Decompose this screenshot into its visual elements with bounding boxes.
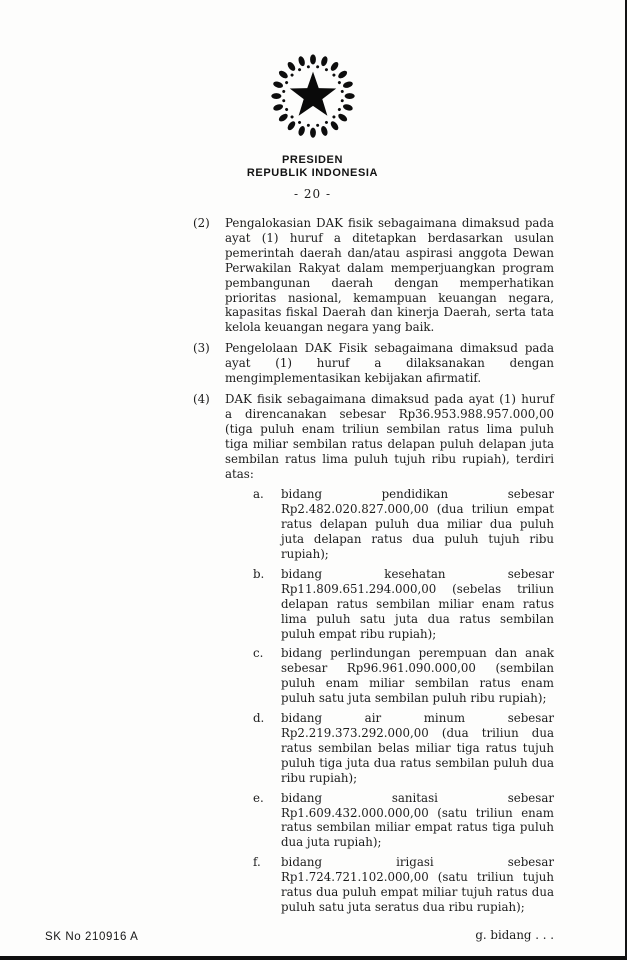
numbered-item-2 [193,216,554,335]
lettered-item-f [253,855,554,915]
next-page-catchword: g. bidang . . . [475,927,554,942]
page-number: - 20 - [293,187,331,201]
item-text: bidang air minum sebesar Rp2.219.373.292.000,00 (dua triliun dua ratus sembilan belas miliar tiga ratus tujuh puluh tiga juta dua ratus sembilan puluh dua ribu rupiah); [281,711,554,785]
item-letter: d. [253,711,265,726]
item-text: bidang kesehatan sebesar Rp11.809.651.294.000,00 (sebelas triliun delapan ratus sembilan miliar enam ratus lima puluh satu juta dua ratus sembilan puluh empat ribu rupiah); [281,566,554,641]
seal-container [0,0,625,144]
document-control-number: SK No 210916 A [45,931,139,943]
numbered-item-3 [193,341,554,386]
item-letter: a. [253,487,264,502]
item-letter: e. [253,790,264,805]
item-text: Pengelolaan DAK Fisik sebagaimana dimaksud pada ayat (1) huruf a dilaksanakan dengan mengimplementasikan kebijakan afirmatif. [225,341,554,386]
lettered-item-d [253,711,554,786]
item-text: DAK fisik sebagaimana dimaksud pada ayat (1) huruf a direncanakan sebesar Rp36.953.988.957.000,00 (tiga puluh enam triliun sembilan ratus lima puluh tiga miliar sembilan ratus delapan puluh delapan juta sembilan ratus lima puluh tujuh ribu rupiah), terdiri atas: [225,391,554,481]
item-letter: f. [253,855,261,870]
lettered-item-b [253,567,554,642]
lettered-item-e [253,791,554,851]
item-text: Pengalokasian DAK fisik sebagaimana dimaksud pada ayat (1) huruf a ditetapkan berdasarkan usulan pemerintah daerah dan/atau aspirasi anggota Dewan Perwakilan Rakyat dalam memperjuangkan program pembangunan daerah dengan memperhatikan prioritas nasional, kemampuan keuangan negara, kapasitas fiskal Daerah dan kinerja Daerah, serta tata kelola keuangan negara yang baik. [225,216,554,335]
letterhead-line-presiden: PRESIDEN [281,154,344,166]
item-letter: b. [253,566,265,581]
item-text: bidang pendidikan sebesar Rp2.482.020.827.000,00 (dua triliun empat ratus delapan puluh dua miliar dua puluh juta delapan ratus dua puluh tujuh ribu rupiah); [281,487,554,562]
lettered-sublist [253,487,554,914]
lettered-item-c [253,646,554,706]
item-number: (4) [193,391,210,406]
item-text: bidang irigasi sebesar Rp1.724.721.102.000,00 (satu triliun tujuh ratus dua puluh empat miliar tujuh ratus dua puluh satu juta seratus dua ribu rupiah); [281,855,554,914]
document-body [193,216,554,943]
lettered-item-a [253,487,554,562]
letterhead [0,154,625,180]
item-text: bidang sanitasi sebesar Rp1.609.432.000.000,00 (satu triliun enam ratus sembilan miliar empat ratus tiga puluh dua juta rupiah); [281,790,554,850]
letterhead-line-republik-indonesia: REPUBLIK INDONESIA [246,167,379,179]
item-letter: c. [253,646,264,661]
numbered-item-4 [193,392,554,481]
item-number: (2) [193,216,210,230]
item-number: (3) [193,341,210,356]
presidential-star-seal-icon [266,50,360,144]
item-text: bidang perlindungan perempuan dan anak sebesar Rp96.961.090.000,00 (sembilan puluh enam miliar sembilan ratus enam puluh satu juta sembilan puluh ribu rupiah); [281,646,554,706]
